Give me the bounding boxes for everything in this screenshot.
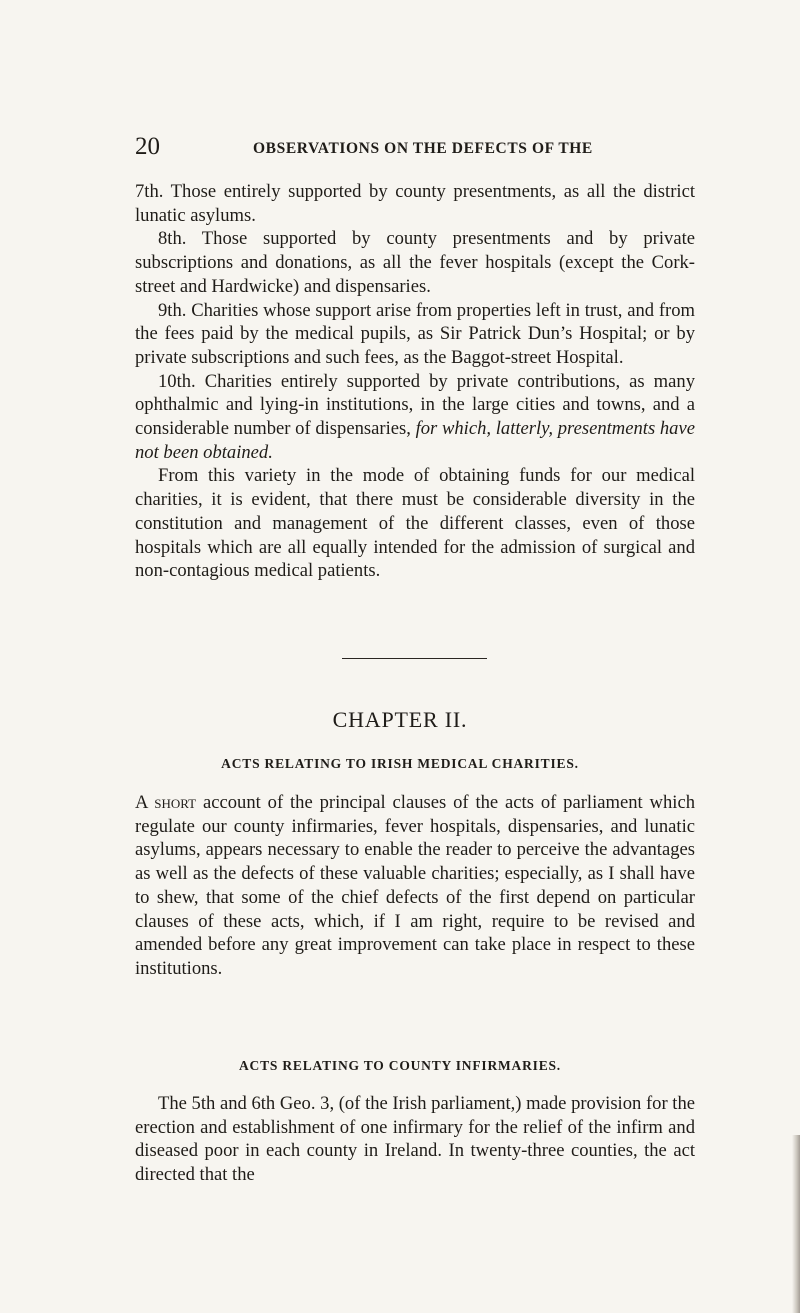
chapter-subtitle: ACTS RELATING TO IRISH MEDICAL CHARITIES. — [221, 756, 579, 771]
intro-lead-smallcaps: A short — [135, 792, 197, 813]
paragraph-10th-italic: for which, latterly, presentments have not been obtained. — [135, 418, 695, 463]
page-number: 20 — [135, 133, 160, 160]
paragraph-10th-text: 10th. Charities entirely supported by private contributions, as many ophthalmic and lying-in institutions, in the large cities and towns, and a considerable number of dispensaries, — [135, 370, 695, 440]
page-edge-shadow — [792, 1135, 800, 1313]
paragraph-conclusion: From this variety in the mode of obtaining funds for our medical charities, it is evident, that there must be considerable diversity in the constitution and management of the different classes, even of those hospitals which are all equally intended for the admission of surgical and non-contagious medical patients. — [135, 465, 695, 582]
chapter-intro — [135, 791, 695, 981]
section-heading-county-infirmaries: ACTS RELATING TO COUNTY INFIRMARIES. — [239, 1058, 561, 1073]
page-header — [135, 133, 695, 163]
section-divider — [342, 658, 487, 659]
paragraph-8th: 8th. Those supported by county presentments and by private subscriptions and donations, as all the fever hospitals (except the Cork-street and Hardwicke) and dispensaries. — [135, 228, 695, 297]
intro-paragraph — [135, 791, 695, 981]
infirmaries-paragraph: The 5th and 6th Geo. 3, (of the Irish parliament,) made provision for the erection and establishment of one infirmary for the relief of the infirm and diseased poor in each county in Ireland. In twenty-three counties, the act directed that the — [135, 1093, 696, 1186]
running-title: OBSERVATIONS ON THE DEFECTS OF THE — [253, 140, 593, 157]
paragraph-10th — [135, 370, 695, 465]
county-infirmaries-section — [135, 1092, 695, 1187]
classification-list — [135, 180, 695, 583]
paragraph-7th: 7th. Those entirely supported by county presentments, as all the district lunatic asylums. — [135, 181, 695, 226]
intro-paragraph-text: account of the principal clauses of the acts of parliament which regulate our county infirmaries, fever hospitals, dispensaries, and lunatic asylums, appears necessary to enable the reader to perceive the advantages as well as the defects of these valuable charities; especially, as I shall have to shew, that some of the chief defects of the first depend on particular clauses of these acts, which, if I am right, require to be revised and amended before any great improvement can take place in respect to these institutions. — [135, 792, 695, 979]
paragraph-9th: 9th. Charities whose support arise from properties left in trust, and from the fees paid by the medical pupils, as Sir Patrick Dun’s Hospital; or by private subscriptions and such fees, as the Baggot-street Hospital. — [135, 299, 695, 368]
chapter-title: CHAPTER II. — [332, 707, 468, 732]
